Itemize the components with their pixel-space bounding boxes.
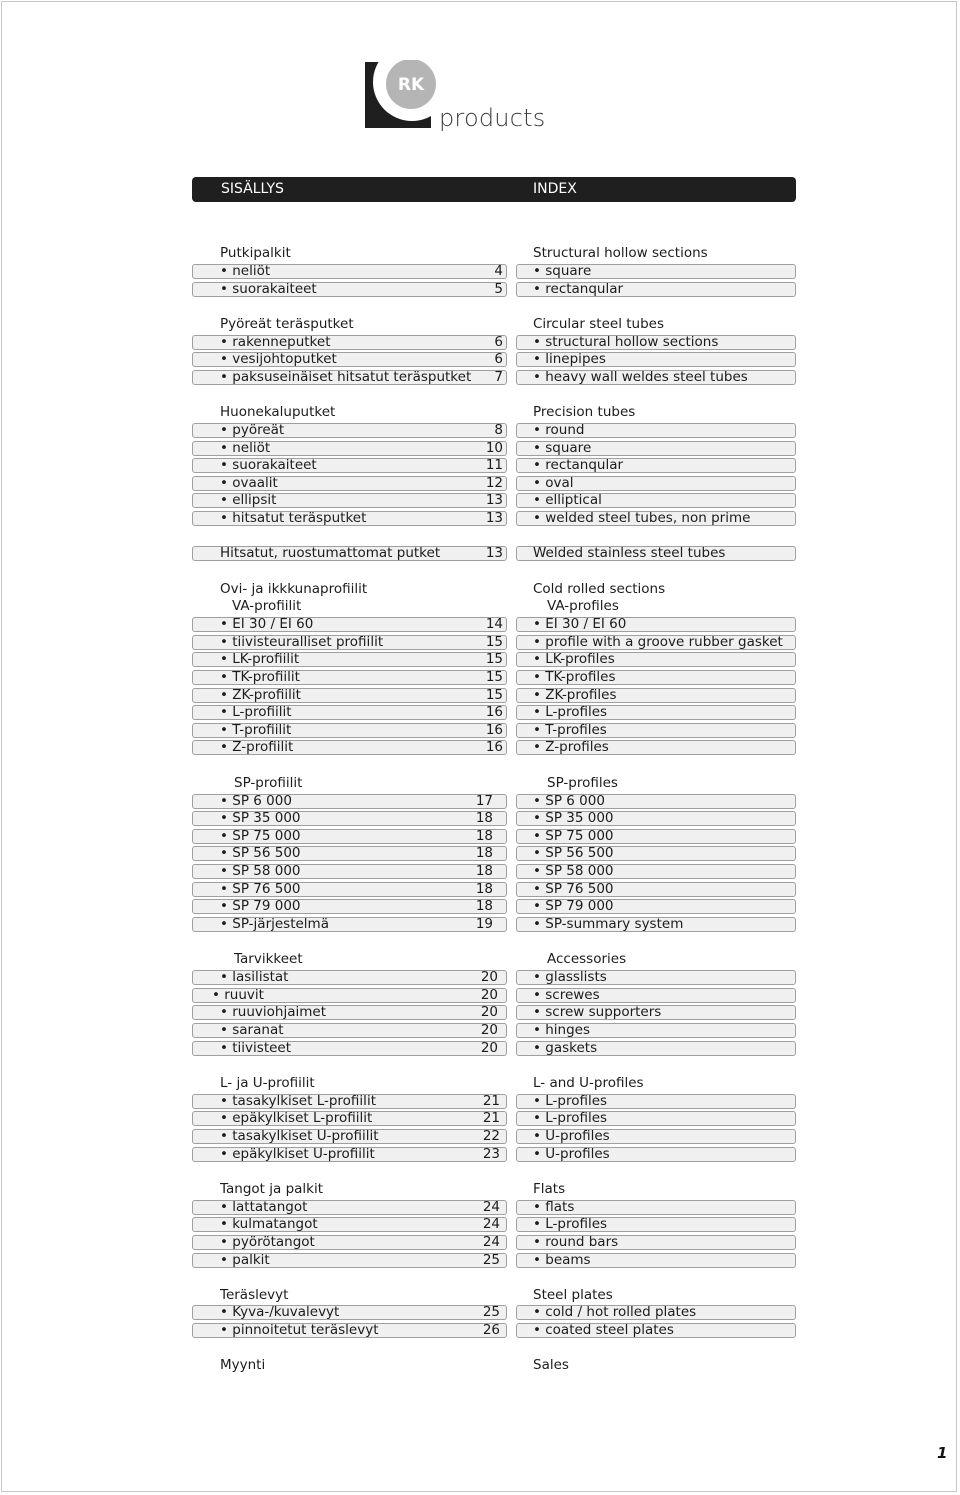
entry-en: • SP-summary system	[533, 916, 684, 932]
entry-en: • gaskets	[533, 1040, 598, 1056]
entry-fi: SP-profiilit	[234, 775, 303, 791]
header-label-fi: SISÄLLYS	[221, 181, 284, 197]
entry-fi: • EI 30 / EI 60	[220, 616, 314, 632]
entry-fi: VA-profiilit	[232, 598, 302, 614]
index-row	[192, 635, 796, 650]
page-ref-number: 18	[475, 810, 493, 826]
entry-fi: • tasakylkiset L-profiilit	[220, 1093, 376, 1109]
entry-en: • elliptical	[533, 492, 602, 508]
entry-fi: • LK-profiilit	[220, 651, 300, 667]
page-ref-number: 17	[475, 793, 493, 809]
entry-fi: • pinnoitetut teräslevyt	[220, 1322, 379, 1338]
page-number: 1	[937, 1444, 948, 1462]
entry-en: • round	[533, 422, 585, 438]
entry-fi: Myynti	[220, 1357, 266, 1373]
page-ref-number: 16	[485, 704, 503, 720]
entry-fi: • SP 56 500	[220, 845, 301, 861]
entry-en: • EI 30 / EI 60	[533, 616, 627, 632]
page-ref-number: 18	[475, 863, 493, 879]
entry-fi: • lasilistat	[220, 969, 289, 985]
entry-fi: • tiivisteuralliset profiilit	[220, 634, 384, 650]
logo-mark: RK	[397, 75, 425, 95]
entry-fi: • tasakylkiset U-profiilit	[220, 1128, 379, 1144]
entry-en: • SP 58 000	[533, 863, 614, 879]
index-row	[192, 1288, 796, 1303]
index-row	[192, 882, 796, 897]
entry-en: • rectanqular	[533, 457, 624, 473]
index-row	[192, 864, 796, 879]
logo-wordmark: products	[439, 104, 546, 132]
entry-en: • SP 75 000	[533, 828, 614, 844]
index-row	[192, 458, 796, 473]
index-row	[192, 476, 796, 491]
page-ref-number: 22	[482, 1128, 500, 1144]
index-row	[192, 1217, 796, 1232]
page-ref-number: 18	[475, 898, 493, 914]
entry-fi: • TK-profiilit	[220, 669, 300, 685]
index-row	[192, 652, 796, 667]
index-row	[192, 352, 796, 367]
index-row	[192, 688, 796, 703]
entry-en: • rectanqular	[533, 281, 624, 297]
page-ref-number: 20	[480, 1040, 498, 1056]
page-ref-number: 26	[482, 1322, 500, 1338]
page-ref-number: 18	[475, 881, 493, 897]
entry-fi: • rakenneputket	[220, 334, 331, 350]
page-ref-number: 15	[485, 669, 503, 685]
index-row	[192, 1305, 796, 1320]
entry-fi: • SP 6 000	[220, 793, 292, 809]
entry-fi: • ZK-profiilit	[220, 687, 301, 703]
entry-en: SP-profiles	[547, 775, 618, 791]
index-row	[192, 705, 796, 720]
entry-en: • oval	[533, 475, 574, 491]
entry-en: Welded stainless steel tubes	[533, 545, 726, 561]
entry-fi: Pyöreät teräsputket	[220, 316, 354, 332]
index-row	[192, 1235, 796, 1250]
page-ref-number: 10	[485, 440, 503, 456]
entry-fi: • SP 79 000	[220, 898, 301, 914]
entry-fi: • ellipsit	[220, 492, 277, 508]
index-row	[192, 1005, 796, 1020]
entry-fi: Ovi- ja ikkkunaprofiilit	[220, 581, 368, 597]
entry-en: • L-profiles	[533, 1093, 608, 1109]
index-row	[192, 1358, 796, 1373]
entry-en: • screw supporters	[533, 1004, 662, 1020]
page-ref-number: 16	[485, 739, 503, 755]
index-row	[192, 246, 796, 261]
index-row	[192, 1147, 796, 1162]
entry-en: • T-profiles	[533, 722, 607, 738]
entry-en: Structural hollow sections	[533, 245, 708, 261]
entry-en: Steel plates	[533, 1287, 613, 1303]
entry-en: Circular steel tubes	[533, 316, 665, 332]
entry-fi: • kulmatangot	[220, 1216, 318, 1232]
entry-en: • beams	[533, 1252, 591, 1268]
entry-en: Sales	[533, 1357, 569, 1373]
page-ref-number: 15	[485, 687, 503, 703]
entry-en: • SP 6 000	[533, 793, 605, 809]
index-row	[192, 829, 796, 844]
page-ref-number: 11	[485, 457, 503, 473]
index-header-bar	[192, 177, 796, 202]
index-row	[192, 776, 796, 791]
entry-fi: Teräslevyt	[220, 1287, 289, 1303]
entry-fi: • SP 35 000	[220, 810, 301, 826]
index-row	[192, 1253, 796, 1268]
index-row	[192, 423, 796, 438]
page-ref-number: 24	[482, 1199, 500, 1215]
entry-en: • coated steel plates	[533, 1322, 674, 1338]
index-row	[192, 811, 796, 826]
entry-en: • SP 35 000	[533, 810, 614, 826]
page-ref-number: 20	[480, 1022, 498, 1038]
entry-en: • LK-profiles	[533, 651, 615, 667]
index-row	[192, 988, 796, 1003]
page-ref-number: 8	[494, 422, 503, 438]
entry-en: • ZK-profiles	[533, 687, 617, 703]
entry-en: • round bars	[533, 1234, 619, 1250]
entry-fi: • suorakaiteet	[220, 281, 317, 297]
index-row	[192, 917, 796, 932]
page-ref-number: 13	[485, 510, 503, 526]
entry-fi: Tarvikkeet	[234, 951, 303, 967]
index-row	[192, 723, 796, 738]
entry-en: VA-profiles	[547, 598, 619, 614]
entry-fi: • pyörötangot	[220, 1234, 315, 1250]
entry-en: • square	[533, 440, 592, 456]
entry-en: • heavy wall weldes steel tubes	[533, 369, 748, 385]
index-row	[192, 670, 796, 685]
entry-fi: Putkipalkit	[220, 245, 291, 261]
entry-en: • SP 56 500	[533, 845, 614, 861]
entry-fi: L- ja U-profiilit	[220, 1075, 315, 1091]
rk-products-logo	[365, 60, 565, 140]
entry-fi: • hitsatut teräsputket	[220, 510, 367, 526]
entry-en: • structural hollow sections	[533, 334, 719, 350]
page-ref-number: 21	[482, 1110, 500, 1126]
entry-en: • U-profiles	[533, 1146, 610, 1162]
entry-en: • square	[533, 263, 592, 279]
entry-fi: • Kyva-/kuvalevyt	[220, 1304, 340, 1320]
page-ref-number: 7	[494, 369, 503, 385]
entry-fi: • suorakaiteet	[220, 457, 317, 473]
entry-en: • L-profiles	[533, 1110, 608, 1126]
entry-en: Flats	[533, 1181, 566, 1197]
page-ref-number: 13	[485, 545, 503, 561]
index-row	[192, 1323, 796, 1338]
entry-fi: • ovaalit	[220, 475, 278, 491]
entry-fi: Tangot ja palkit	[220, 1181, 324, 1197]
entry-fi: • paksuseinäiset hitsatut teräsputket	[220, 369, 472, 385]
page-ref-number: 18	[475, 845, 493, 861]
index-row	[192, 740, 796, 755]
entry-en: L- and U-profiles	[533, 1075, 644, 1091]
page-ref-number: 12	[485, 475, 503, 491]
index-row	[192, 1023, 796, 1038]
index-row	[192, 617, 796, 632]
page-ref-number: 6	[494, 334, 503, 350]
index-row	[192, 317, 796, 332]
page-ref-number: 15	[485, 651, 503, 667]
entry-en: • glasslists	[533, 969, 607, 985]
rk-logo-icon	[365, 60, 445, 132]
page-ref-number: 16	[485, 722, 503, 738]
page-ref-number: 23	[482, 1146, 500, 1162]
page-ref-number: 25	[482, 1304, 500, 1320]
entry-en: • profile with a groove rubber gasket	[533, 634, 783, 650]
index-row	[192, 952, 796, 967]
index-row	[192, 405, 796, 420]
entry-fi: • ruuviohjaimet	[220, 1004, 326, 1020]
entry-en: • screwes	[533, 987, 600, 1003]
entry-en: • flats	[533, 1199, 575, 1215]
entry-fi: • palkit	[220, 1252, 270, 1268]
index-row	[192, 599, 796, 614]
page-ref-number: 14	[485, 616, 503, 632]
page-ref-number: 20	[480, 1004, 498, 1020]
page-ref-number: 13	[485, 492, 503, 508]
entry-fi: • Z-profiilit	[220, 739, 294, 755]
entry-en: • L-profiles	[533, 1216, 608, 1232]
page-ref-number: 4	[494, 263, 503, 279]
entry-fi: • lattatangot	[220, 1199, 308, 1215]
entry-fi: Huonekaluputket	[220, 404, 336, 420]
page-ref-number: 19	[475, 916, 493, 932]
index-row	[192, 794, 796, 809]
index-row	[192, 1182, 796, 1197]
index-row	[192, 582, 796, 597]
index-row	[192, 370, 796, 385]
entry-fi: • epäkylkiset U-profiilit	[220, 1146, 375, 1162]
entry-fi: Hitsatut, ruostumattomat putket	[220, 545, 441, 561]
page-ref-number: 25	[482, 1252, 500, 1268]
index-row	[192, 970, 796, 985]
page-ref-number: 24	[482, 1216, 500, 1232]
entry-fi: • SP 76 500	[220, 881, 301, 897]
entry-fi: • neliöt	[220, 440, 271, 456]
index-row	[192, 511, 796, 526]
index-row	[192, 546, 796, 561]
index-row	[192, 1076, 796, 1091]
entry-fi: • epäkylkiset L-profiilit	[220, 1110, 373, 1126]
page-ref-number: 5	[494, 281, 503, 297]
entry-en: • U-profiles	[533, 1128, 610, 1144]
entry-fi: • SP 58 000	[220, 863, 301, 879]
page-ref-number: 20	[480, 969, 498, 985]
index-row	[192, 899, 796, 914]
entry-en: Accessories	[547, 951, 627, 967]
index-row	[192, 1111, 796, 1126]
entry-fi: • pyöreät	[220, 422, 285, 438]
entry-fi: • saranat	[220, 1022, 284, 1038]
entry-en: • L-profiles	[533, 704, 608, 720]
entry-en: • Z-profiles	[533, 739, 609, 755]
entry-fi: • SP-järjestelmä	[220, 916, 329, 932]
entry-fi: • neliöt	[220, 263, 271, 279]
index-row	[192, 493, 796, 508]
index-row	[192, 335, 796, 350]
page-ref-number: 24	[482, 1234, 500, 1250]
entry-en: • TK-profiles	[533, 669, 616, 685]
entry-fi: • L-profiilit	[220, 704, 292, 720]
entry-en: • cold / hot rolled plates	[533, 1304, 697, 1320]
entry-en: • SP 79 000	[533, 898, 614, 914]
entry-fi: • ruuvit	[212, 987, 264, 1003]
header-label-en: INDEX	[533, 181, 577, 197]
entry-fi: • T-profiilit	[220, 722, 292, 738]
entry-fi: • vesijohtoputket	[220, 351, 337, 367]
index-row	[192, 1129, 796, 1144]
entry-fi: • SP 75 000	[220, 828, 301, 844]
index-row	[192, 1200, 796, 1215]
entry-fi: • tiivisteet	[220, 1040, 292, 1056]
entry-en: • SP 76 500	[533, 881, 614, 897]
index-row	[192, 1094, 796, 1109]
entry-en: • linepipes	[533, 351, 606, 367]
entry-en: Precision tubes	[533, 404, 636, 420]
index-row	[192, 264, 796, 279]
page-ref-number: 15	[485, 634, 503, 650]
page-ref-number: 21	[482, 1093, 500, 1109]
entry-en: Cold rolled sections	[533, 581, 666, 597]
index-row	[192, 441, 796, 456]
index-row	[192, 1041, 796, 1056]
page-ref-number: 18	[475, 828, 493, 844]
index-row	[192, 846, 796, 861]
entry-en: • hinges	[533, 1022, 591, 1038]
entry-en: • welded steel tubes, non prime	[533, 510, 751, 526]
page-ref-number: 6	[494, 351, 503, 367]
page-ref-number: 20	[480, 987, 498, 1003]
index-row	[192, 282, 796, 297]
